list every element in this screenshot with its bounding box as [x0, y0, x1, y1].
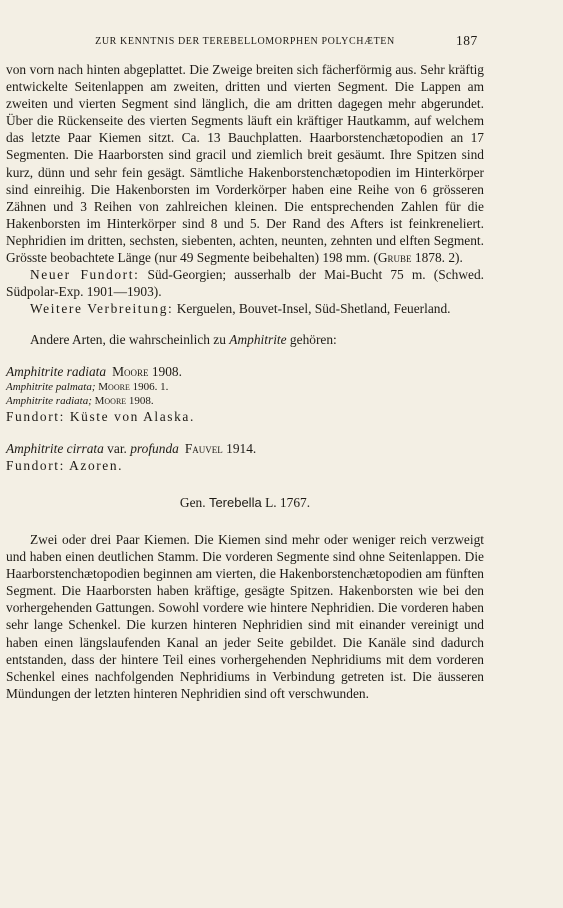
paragraph-text: von vorn nach hinten abgeplattet. Die Zweige breiten sich fächerförmig aus. Sehr kräftig entwickelte Seitenlappen am zweiten, dritten und vierten Segment. Die Lappen am zweiten und vierten Segment sind länglich, die am dritten dagegen mehr abgerundet. Über die Rückenseite des vierten Segments läuft ein kräftiger Hautkamm, auf welchem das letzte Paar Kiemen sitzt. Ca. 13 Bauchplatten. Haarborstenchætopodien an 17 Segmenten. Die Haarborsten sind gracil und ziemlich breit gesäumt. Ihre Spitzen sind kurz, dünn und sehr fein gesägt. Sämtliche Hakenborstenchætopodien im Hinterkörper sind einreihig. Die Hakenborsten im Vorderkörper haben eine Reihe von 6 grösseren Zähnen und 3 Reihen von zahlreichen kleinen. Die entsprechenden Zahlen für die Hakenborsten im Hinterkörper sind 8 und 5. Der Rand des Afters ist feinkreneliert. Nephridien im dritten, sechsten, siebenten, achten, neunten, zehnten und elften Segment. Grösste beobachtete Länge (nur 49 Segmente beibehalten) 198 mm. ( [6, 62, 484, 266]
species-heading-cirrata [6, 440, 484, 457]
fundort-azoren: Fundort: Azoren. [6, 457, 124, 473]
paragraph-description [6, 61, 484, 266]
synonym-line [6, 394, 484, 408]
author-name: Grube [377, 250, 412, 266]
variety-abbrev: var. [103, 440, 131, 456]
citation-text: 1878. 2). [411, 250, 463, 266]
paragraph-andere-arten [6, 331, 484, 348]
synonym-name: Amphitrite radiata; [6, 394, 92, 407]
species-year: 1908. [148, 363, 182, 379]
fundort-alaska: Fundort: Küste von Alaska. [6, 408, 195, 424]
species-year: 1914. [222, 440, 257, 456]
paragraph-text: Kerguelen, Bouvet-Insel, Süd-Shetland, Feuerland. [173, 301, 451, 317]
synonym-year: 1908. [126, 394, 154, 407]
running-title: ZUR KENNTNIS DER TEREBELLOMORPHEN POLYCHÆTEN [95, 36, 395, 47]
genus-name: Amphitrite [229, 332, 287, 348]
synonym-line [6, 380, 484, 394]
section-label: Neuer Fundort: [30, 267, 140, 283]
section-label: Weitere Verbreitung: [30, 301, 174, 317]
paragraph-neuer-fundort [6, 266, 484, 300]
genus-heading [6, 494, 484, 511]
paragraph-text: Andere Arten, die wahrscheinlich zu [30, 332, 230, 348]
author-name: Moore [98, 380, 130, 393]
paragraph-text: gehören: [286, 332, 337, 348]
genus-prefix: Gen. [179, 494, 206, 510]
author-name: Fauvel [184, 440, 223, 456]
species-name: Amphitrite cirrata [6, 440, 104, 456]
synonym-name: Amphitrite palmata; [6, 380, 96, 393]
variety-name: profunda [130, 440, 179, 456]
species-heading-radiata [6, 363, 484, 380]
synonym-year: 1906. 1. [129, 380, 169, 393]
species-name: Amphitrite radiata [6, 363, 107, 379]
genus-author: L. 1767. [265, 494, 311, 510]
genus-title: Terebella [208, 494, 262, 510]
paragraph-terebella: Zwei oder drei Paar Kiemen. Die Kiemen sind mehr oder weniger reich verzweigt und haben einen deutlichen Stamm. Die vorderen Segmente sind ohne Seitenlappen. Die Haarborstenchætopodien beginnen am vierten, die Hakenborstenchætopodien am fünften Segment. Die Haarborsten haben kräftige, gesägte Spitzen. Hakenborsten wie bei den vorhergehenden Gattungen. Sowohl vordere wie hintere Nephridien. Die vorderen haben sehr lange Schenkel. Die kurzen hinteren Nephridien sind mit einander vereinigt und haben einen längslaufenden Kanal an jeder Seite gebildet. Die Kanäle sind dadurch entstanden, dass der hintere Teil eines vorhergehenden Nephridiums mit dem vorderen Schenkel eines nachfolgenden Nephridiums in Verbindung getreten ist. Die äusseren Mündungen der letzten hinteren Nephridien sind oft verschwunden. [6, 531, 484, 701]
page-number: 187 [456, 33, 478, 48]
page-body [6, 61, 484, 702]
paragraph-text: Süd-Georgien; ausserhalb der Mai-Bucht 75 m. (Schwed. Südpolar-Exp. 1901—1903). [6, 267, 484, 300]
author-name: Moore [112, 363, 149, 379]
author-name: Moore [94, 394, 127, 407]
paragraph-verbreitung [6, 300, 484, 317]
